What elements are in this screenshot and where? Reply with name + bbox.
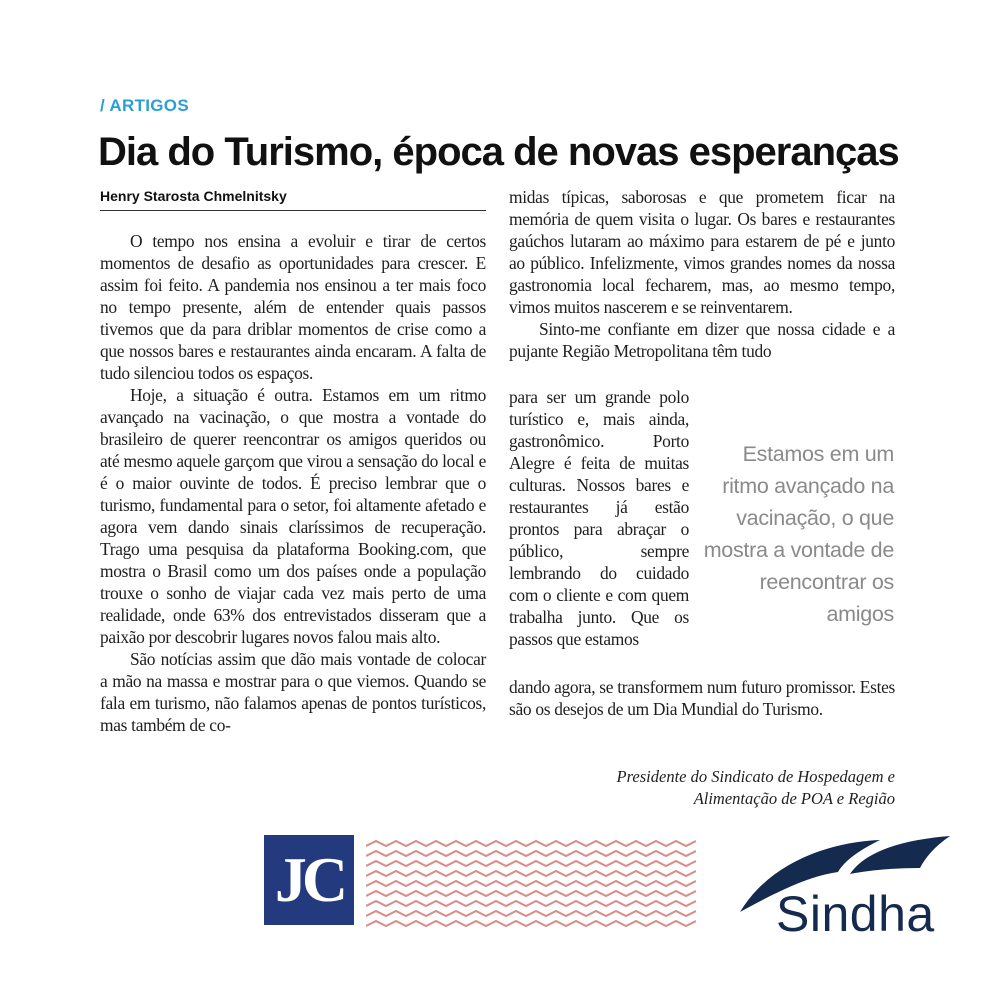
paragraph-4-end: dando agora, se transformem num futuro promissor. Estes são os desejos de um Dia Mundial do Turismo. <box>509 677 895 719</box>
left-column <box>100 230 486 736</box>
article-byline: Henry Starosta Chmelnitsky <box>100 186 486 211</box>
zigzag-line <box>366 921 696 926</box>
right-column-narrow <box>509 386 689 650</box>
signature-line-2: Alimentação de POA e Região <box>693 789 895 808</box>
zigzag-line <box>366 871 696 876</box>
zigzag-line <box>366 901 696 906</box>
right-column-bottom <box>509 676 895 720</box>
zigzag-line <box>366 881 696 886</box>
jc-logo: JC <box>264 835 354 925</box>
paragraph-3: São notícias assim que dão mais vontade de colocar a mão na massa e mostrar para o que viemos. Quando se fala em turismo, não falamos apenas de pontos turísticos, mas também de co- <box>100 649 486 735</box>
author-signature <box>520 766 895 810</box>
signature-line-1: Presidente do Sindicato de Hospedagem e <box>616 767 895 786</box>
sindha-logo-text: Sindha <box>776 886 935 942</box>
zigzag-line <box>366 911 696 916</box>
paragraph-4-narrow: para ser um grande polo turístico e, mais ainda, gastronômico. Porto Alegre é feita de muitas culturas. Nossos bares e restaurantes já estão prontos para abraçar o público, sempre lembrando do cuidado com o cliente e com quem trabalha junto. Que os passos que estamos <box>509 387 689 649</box>
right-column-top <box>509 186 895 362</box>
zigzag-line <box>366 851 696 856</box>
article-headline: Dia do Turismo, época de novas esperanças <box>98 130 899 174</box>
paragraph-2: Hoje, a situação é outra. Estamos em um ritmo avançado na vacinação, o que mostra a vontade do brasileiro de querer reencontrar os amigos queridos ou até mesmo aquele garçom que virou a sensação do local e é o maior ouvinte de todos. É preciso lembrar que o turismo, fundamental para o setor, foi altamente afetado e agora vem dando sinais claríssimos de recuperação. Trago uma pesquisa da plataforma Booking.com, que mostra o Brasil como um dos países onde a população trouxe o sonho de viajar cada vez mais perto de uma realidade, onde 63% dos entrevistados disseram que a paixão por descobrir lugares novos falou mais alto. <box>100 385 486 647</box>
section-tag: / ARTIGOS <box>100 96 189 115</box>
pull-quote: Estamos em um ritmo avançado na vacinação, o que mostra a vontade de reencontrar os amigos <box>703 442 894 626</box>
paragraph-3-continued: midas típicas, saborosas e que prometem ficar na memória de quem visita o lugar. Os bares e restaurantes gaúchos lutaram ao máximo para estarem de pé e junto ao público. Infelizmente, vimos grandes nomes da nossa gastronomia local fecharem, mas, ao mesmo tempo, vimos muitos nascerem e se reinventarem. <box>509 187 895 317</box>
zigzag-line <box>366 841 696 846</box>
paragraph-4-start: Sinto-me confiante em dizer que nossa cidade e a pujante Região Metropolitana têm tudo <box>509 319 895 361</box>
zigzag-pattern <box>366 835 696 927</box>
zigzag-line <box>366 891 696 896</box>
paragraph-1: O tempo nos ensina a evoluir e tirar de certos momentos de desafio as oportunidades para crescer. E assim foi feito. A pandemia nos ensinou a ter mais foco no tempo presente, além de entender quais passos tivemos que da para driblar momentos de crise como a que nossos bares e restaurantes ainda encaram. A falta de tudo silenciou todos os espaços. <box>100 231 486 383</box>
zigzag-line <box>366 861 696 866</box>
